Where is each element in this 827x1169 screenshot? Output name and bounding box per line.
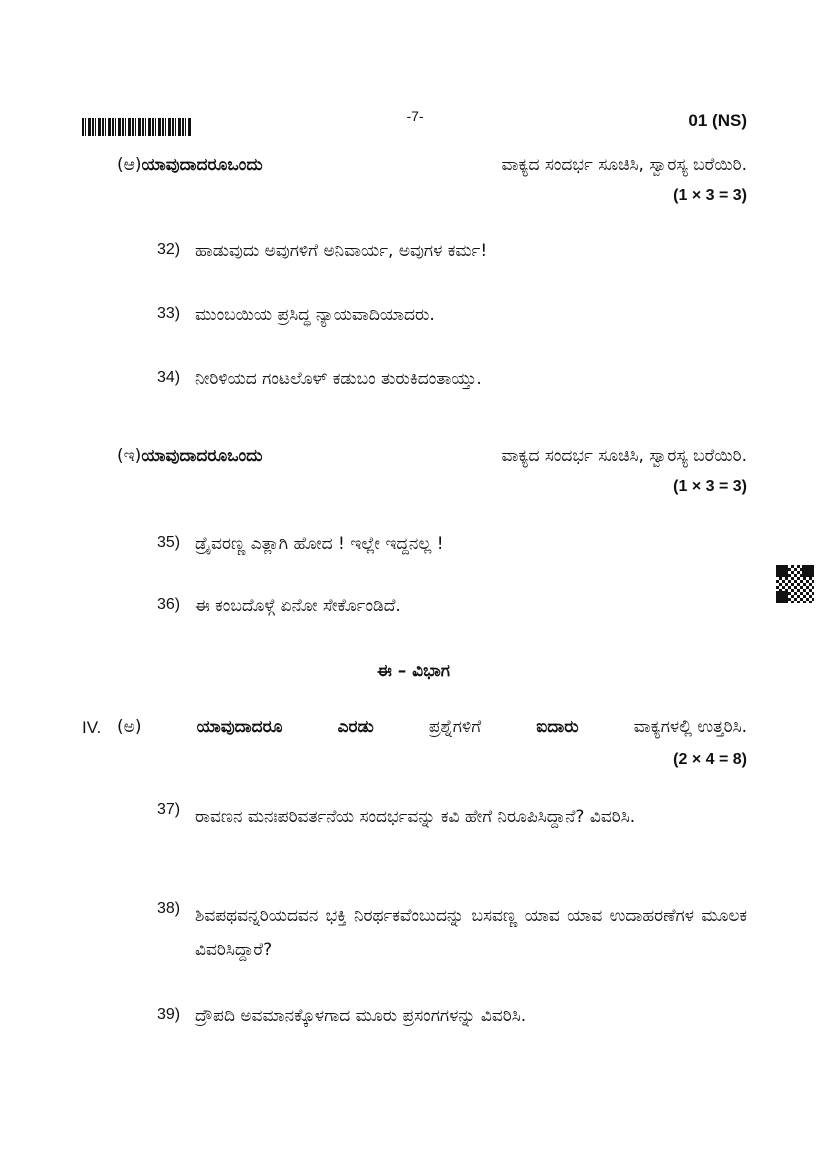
question-number: 32): [157, 241, 181, 258]
instruction-bold: ಒಂದು: [227, 446, 263, 466]
section-marks: (1 × 3 = 3): [673, 478, 747, 495]
question-text: ಈ ಕಂಬದೊಳ್ಗೆ ಏನೋ ಸೇರ್ಕೊಂಡಿದೆ.: [195, 596, 401, 616]
question-text: ಡ್ರೈವರಣ್ಣ ಎತ್ಲಾಗಿ ಹೋದ ! ಇಲ್ಲೇ ಇದ್ದನಲ್ಲ !: [195, 534, 444, 554]
question-number: 38): [157, 900, 181, 917]
instruction-bold: ಐದಾರು: [536, 717, 579, 737]
barcode-icon: [82, 118, 192, 136]
instruction-bold: ಎರಡು: [337, 717, 374, 737]
question-text: ಶಿವಪಥವನ್ನರಿಯದವನ ಭಕ್ತಿ ನಿರರ್ಥಕವೆಂಬುದನ್ನು ಬಸವಣ್ಣ ಯಾವ ಯಾವ ಉದಾಹರಣೆಗಳ ಮೂಲಕ ವಿವರಿಸಿದ್ದಾರೆ?: [195, 906, 747, 960]
instruction-bold: ಯಾವುದಾದರೂ: [141, 446, 228, 466]
section-label: (ಆ): [117, 155, 142, 175]
question-number: 39): [157, 1006, 181, 1023]
question-number: 33): [157, 305, 181, 322]
division-heading: ಈ – ವಿಭಾಗ: [377, 661, 450, 681]
question-text: ದ್ರೌಪದಿ ಅವಮಾನಕ್ಕೊಳಗಾದ ಮೂರು ಪ್ರಸಂಗಗಳನ್ನು ವಿವರಿಸಿ.: [195, 1006, 527, 1026]
section-a-instruction: [117, 717, 747, 737]
question-item: [157, 368, 747, 390]
qr-code-icon: [776, 565, 814, 603]
instruction-bold: ಯಾವುದಾದರೂ: [141, 155, 228, 175]
question-item: [157, 533, 747, 555]
question-text: ಹಾಡುವುದು ಅವುಗಳಿಗೆ ಅನಿವಾರ್ಯ, ಅವುಗಳ ಕರ್ಮ!: [195, 241, 488, 261]
question-number: 34): [157, 369, 181, 386]
section-i-instruction: [117, 446, 747, 466]
section-aa-instruction: [117, 155, 747, 175]
question-text: ನೀರಿಳಿಯದ ಗಂಟಲೊಳ್ ಕಡುಬಂ ತುರುಕಿದಂತಾಯ್ತು.: [195, 369, 482, 389]
instruction-bold: ಯಾವುದಾದರೂ: [196, 717, 283, 737]
section-marks: (1 × 3 = 3): [673, 187, 747, 204]
instruction-text: ವಾಕ್ಯಗಳಲ್ಲಿ ಉತ್ತರಿಸಿ.: [633, 717, 747, 737]
question-item: [157, 304, 747, 326]
question-text: ರಾವಣನ ಮನಃಪರಿವರ್ತನೆಯ ಸಂದರ್ಭವನ್ನು ಕವಿ ಹೇಗೆ ನಿರೂಪಿಸಿದ್ದಾನೆ? ವಿವರಿಸಿ.: [195, 807, 636, 827]
paper-code: 01 (NS): [688, 111, 747, 130]
question-item: [157, 800, 747, 834]
question-number: 37): [157, 801, 181, 818]
instruction-bold: ಒಂದು: [227, 155, 263, 175]
instruction-text: ಪ್ರಶ್ನೆಗಳಿಗೆ: [428, 717, 482, 737]
question-text: ಮುಂಬಯಿಯ ಪ್ರಸಿದ್ಧ ನ್ಯಾಯವಾದಿಯಾದರು.: [195, 305, 435, 325]
section-roman-numeral: IV.: [82, 718, 102, 737]
instruction-text: ವಾಕ್ಯದ ಸಂದರ್ಭ ಸೂಚಿಸಿ, ಸ್ವಾರಸ್ಯ ಬರೆಯಿರಿ.: [501, 446, 747, 466]
question-item: [157, 595, 747, 617]
instruction-text: ವಾಕ್ಯದ ಸಂದರ್ಭ ಸೂಚಿಸಿ, ಸ್ವಾರಸ್ಯ ಬರೆಯಿರಿ.: [501, 155, 747, 175]
page-number: -7-: [406, 108, 424, 124]
question-item: [157, 240, 747, 262]
section-label: (ಅ): [117, 717, 142, 737]
question-number: 35): [157, 534, 181, 551]
question-number: 36): [157, 596, 181, 613]
section-label: (ಇ): [117, 446, 142, 466]
section-marks: (2 × 4 = 8): [673, 751, 747, 768]
question-item: [157, 1005, 747, 1027]
question-item: [157, 899, 747, 967]
